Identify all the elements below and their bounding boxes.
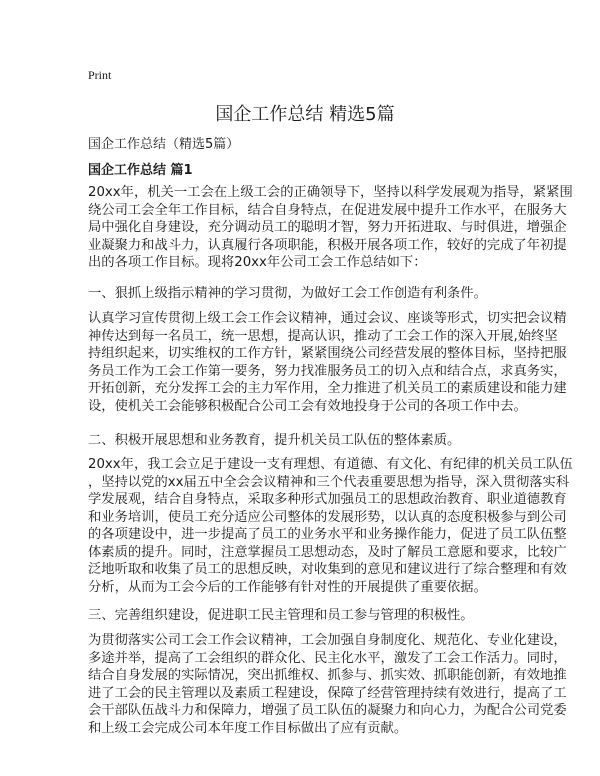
text-line: 20xx年，我工会立足于建设一支有理想、有道德、有文化、有纪律的机关员工队伍 xyxy=(88,457,573,472)
text-line: 学发展观，结合自身特点，采取多种形式加强员工的思想政治教育、职业道德教育 xyxy=(88,492,567,507)
text-line: 分析，从而为工会今后的工作能够有针对性的开展提供了重要依据。 xyxy=(88,579,487,595)
article-heading: 国企工作总结 篇1 xyxy=(88,163,193,178)
paragraph-3 xyxy=(88,456,573,596)
text-line: 为贯彻落实公司工会工作会议精神，工会加强自身制度化、规范化、专业化建设， xyxy=(88,633,567,648)
paragraph-2 xyxy=(88,310,567,415)
document-subtitle: 国企工作总结（精选5篇） xyxy=(88,137,240,152)
text-line: 进了工会的民主管理以及素质工程建设，保障了经营管理持续有效进行，提高了工 xyxy=(88,685,567,701)
print-link[interactable]: Print xyxy=(88,68,112,82)
text-line: 务员工作为工会工作第一要务，努力找准服务员工的切入点和结合点，求真务实， xyxy=(88,363,567,379)
text-line: 神传达到每一名员工，统一思想，提高认识，推动了工会工作的深入开展,始终坚 xyxy=(88,328,558,344)
section-heading-3: 三、完善组织建设，促进职工民主管理和员工参与管理的积极性。 xyxy=(88,608,474,623)
text-line: 业凝聚力和战斗力，认真履行各项职能，积极开展各项工作，较好的完成了年初提 xyxy=(88,237,567,253)
text-line: 体素质的提升。同时，注意掌握员工思想动态，及时了解员工意愿和要求，比较广 xyxy=(88,544,567,560)
paragraph-4 xyxy=(88,632,567,737)
text-line: 和上级工会完成公司本年度工作目标做出了应有贡献。 xyxy=(88,720,408,736)
section-heading-1: 一、狠抓上级指示精神的学习贯彻，为做好工会工作创造有利条件。 xyxy=(88,286,487,301)
page-title: 国企工作总结 精选5篇 xyxy=(215,104,395,125)
text-line: 的各项建设中，进一步提高了员工的业务水平和业务操作能力，促进了员工队伍整 xyxy=(88,527,567,542)
text-line: 结合自身发展的实际情况，突出抓维权、抓参与、抓实效、抓职能创新，有效地推 xyxy=(88,668,567,683)
text-line: 开拓创新，充分发挥工会的主力军作用，全力推进了机关员工的素质建设和能力建 xyxy=(88,381,567,396)
text-line: 持组织起来，切实维权的工作方针，紧紧围绕公司经营发展的整体目标，坚持把服 xyxy=(88,346,567,361)
text-line: 泛地听取和收集了员工的思想反映，对收集到的意见和建议进行了综合整理和有效 xyxy=(88,562,567,577)
text-line: 绕公司工会全年工作目标，结合自身特点，在促进发展中提升工作水平，在服务大 xyxy=(88,202,567,218)
text-line: 出的各项工作目标。现将20xx年公司工会工作总结如下： xyxy=(88,255,427,270)
paragraph-1 xyxy=(88,184,573,272)
text-line: 会干部队伍战斗力和保障力，增强了员工队伍的凝聚力和向心力，为配合公司党委 xyxy=(88,703,567,718)
text-line: ，坚持以党的xx届五中全会会议精神和三个代表重要思想为指导，深入贯彻落实科 xyxy=(88,474,570,490)
text-line: 多途并举，提高了工会组织的群众化、民主化水平，激发了工会工作活力。同时， xyxy=(88,650,567,666)
text-line: 和业务培训，使员工充分适应公司整体的发展形势，以认真的态度积极参与到公司 xyxy=(88,509,567,525)
text-line: 局中强化自身建设，充分调动员工的聪明才智，努力开拓进取、与时俱进，增强企 xyxy=(88,220,567,235)
text-line: 认真学习宣传贯彻上级工会工作会议精神，通过会议、座谈等形式，切实把会议精 xyxy=(88,311,567,326)
text-line: 设，使机关工会能够积极配合公司工会有效地投身于公司的各项工作中去。 xyxy=(88,398,527,414)
text-line: 20xx年，机关一工会在上级工会的正确领导下，坚持以科学发展观为指导，紧紧围 xyxy=(88,185,573,200)
section-heading-2: 二、积极开展思想和业务教育，提升机关员工队伍的整体素质。 xyxy=(88,433,461,448)
